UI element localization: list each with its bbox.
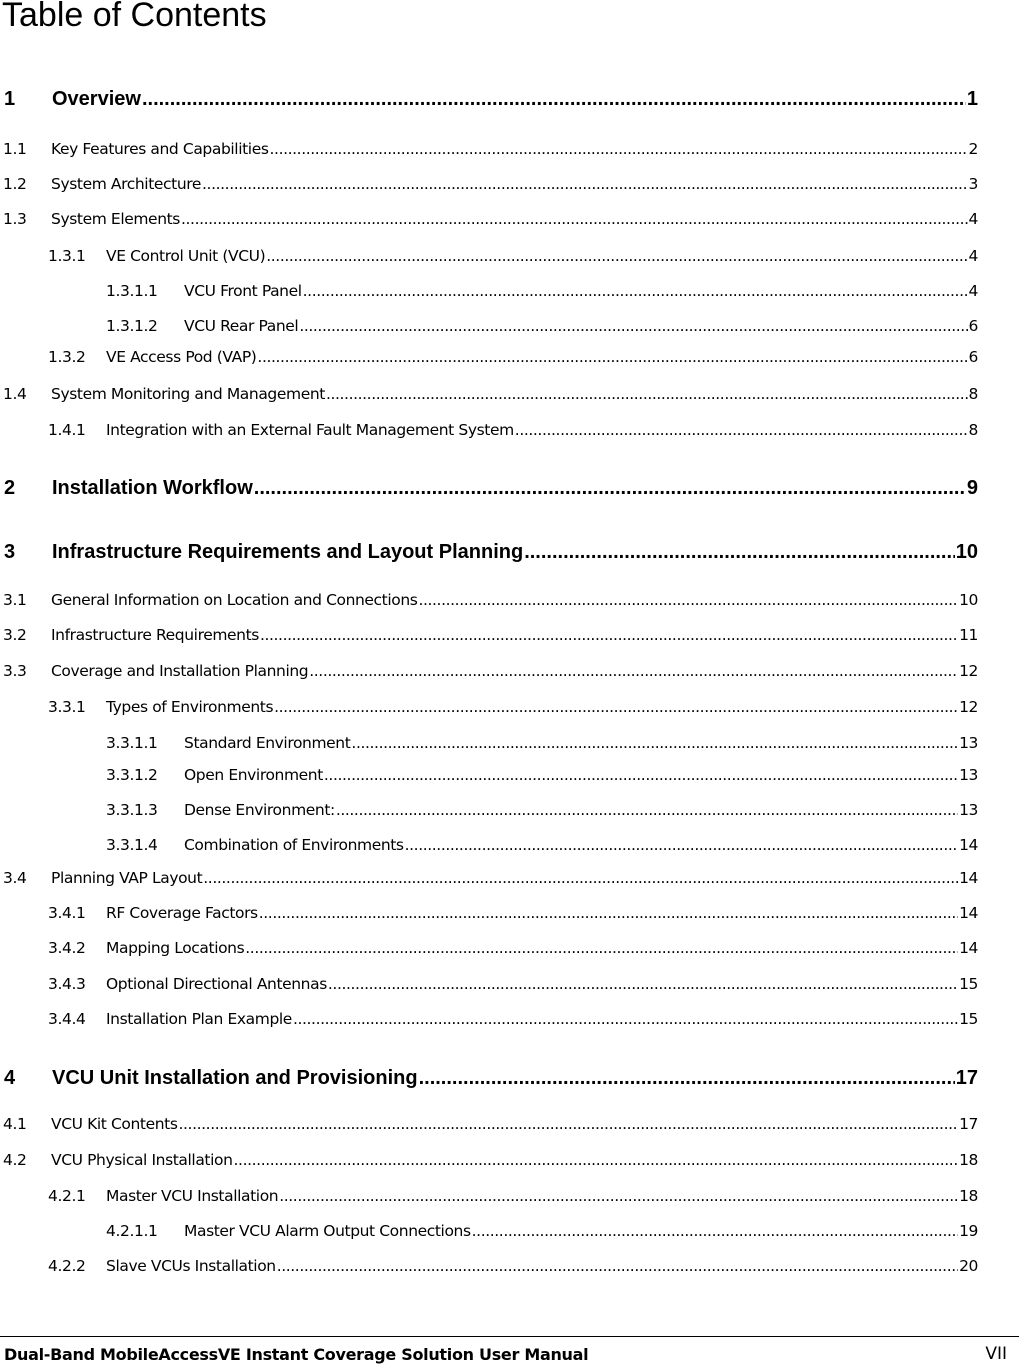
toc-entry-page: 8 (968, 421, 978, 439)
toc-entry[interactable] (48, 975, 978, 999)
toc-entry-title: Planning VAP Layout (51, 869, 203, 887)
toc-entry-page: 2 (968, 140, 978, 158)
toc-dot-leader (234, 1151, 959, 1169)
toc-entry-number: 3.4 (3, 869, 27, 887)
toc-dot-leader (293, 1010, 958, 1028)
toc-entry[interactable] (106, 1222, 978, 1246)
toc-entry[interactable] (106, 317, 978, 341)
toc-entry-title: Master VCU Alarm Output Connections (184, 1222, 471, 1240)
toc-entry-title: Infrastructure Requirements (51, 626, 259, 644)
toc-entry-number: 4.1 (3, 1115, 27, 1133)
toc-entry[interactable] (48, 939, 978, 963)
toc-entry-number: 3 (4, 541, 16, 563)
toc-entry-page: 13 (959, 801, 978, 819)
toc-entry-page: 6 (968, 317, 978, 335)
toc-entry-page: 12 (959, 698, 978, 716)
toc-dot-leader (336, 801, 958, 819)
toc-entry[interactable] (3, 1151, 978, 1175)
toc-dot-leader (299, 317, 967, 335)
toc-dot-leader (309, 662, 958, 680)
toc-entry-title: VCU Kit Contents (51, 1115, 178, 1133)
toc-entry[interactable] (48, 421, 978, 445)
toc-dot-leader (515, 421, 968, 439)
toc-entry[interactable] (106, 766, 978, 790)
toc-entry[interactable] (48, 1010, 978, 1034)
toc-entry-page: 18 (959, 1151, 978, 1169)
toc-entry-number: 1.3.1 (48, 247, 86, 265)
toc-dot-leader (279, 1187, 958, 1205)
toc-dot-leader (328, 975, 958, 993)
toc-entry[interactable] (3, 591, 978, 615)
toc-entry-title: Overview (52, 88, 141, 110)
toc-entry-number: 1.1 (3, 140, 27, 158)
toc-entry-page: 9 (966, 477, 978, 499)
toc-dot-leader (351, 734, 958, 752)
toc-dot-leader (277, 1257, 958, 1275)
toc-entry[interactable] (106, 836, 978, 860)
toc-entry-title: Installation Workflow (52, 477, 253, 499)
toc-entry[interactable] (3, 140, 978, 164)
toc-entry-page: 14 (959, 836, 978, 854)
toc-entry-title: VCU Front Panel (184, 282, 302, 300)
toc-entry-number: 4.2.2 (48, 1257, 86, 1275)
toc-entry-page: 14 (959, 869, 978, 887)
toc-entry-page: 12 (959, 662, 978, 680)
page-footer (0, 1336, 1019, 1368)
toc-dot-leader (524, 541, 955, 564)
toc-dot-leader (254, 477, 966, 500)
toc-dot-leader (259, 904, 958, 922)
toc-entry[interactable] (106, 282, 978, 306)
toc-entry-title: System Monitoring and Management (51, 385, 325, 403)
toc-entry-title: Combination of Environments (184, 836, 404, 854)
toc-entry[interactable] (3, 210, 978, 234)
toc-entry-title: Master VCU Installation (106, 1187, 279, 1205)
toc-entry-title: Installation Plan Example (106, 1010, 292, 1028)
toc-entry-number: 3.3.1.2 (106, 766, 158, 784)
toc-entry-number: 3.2 (3, 626, 27, 644)
toc-entry-title: General Information on Location and Connections (51, 591, 418, 609)
toc-entry-number: 1.3.1.1 (106, 282, 158, 300)
toc-entry-title: Dense Environment: (184, 801, 335, 819)
toc-entry-number: 1.4 (3, 385, 27, 403)
toc-entry-number: 3.4.3 (48, 975, 86, 993)
toc-entry-page: 19 (959, 1222, 978, 1240)
toc-entry-title: Infrastructure Requirements and Layout Planning (52, 541, 524, 563)
toc-entry-title: VCU Unit Installation and Provisioning (52, 1067, 418, 1089)
toc-entry[interactable] (106, 734, 978, 758)
toc-entry-page: 13 (959, 734, 978, 752)
toc-entry[interactable] (4, 541, 978, 569)
toc-entry-title: RF Coverage Factors (106, 904, 258, 922)
toc-dot-leader (142, 88, 966, 111)
toc-entry[interactable] (48, 1187, 978, 1211)
toc-entry-number: 1.4.1 (48, 421, 86, 439)
toc-entry-number: 4.2 (3, 1151, 27, 1169)
toc-entry-page: 4 (968, 282, 978, 300)
toc-entry-number: 4.2.1.1 (106, 1222, 158, 1240)
toc-dot-leader (419, 1067, 955, 1090)
toc-entry[interactable] (4, 88, 978, 116)
toc-dot-leader (270, 140, 968, 158)
toc-entry-number: 3.1 (3, 591, 27, 609)
toc-entry-title: System Elements (51, 210, 180, 228)
toc-entry-page: 11 (959, 626, 978, 644)
toc-entry-number: 3.3.1.3 (106, 801, 158, 819)
toc-entry[interactable] (48, 904, 978, 928)
toc-dot-leader (179, 1115, 959, 1133)
toc-entry-page: 13 (959, 766, 978, 784)
toc-entry[interactable] (3, 662, 978, 686)
toc-entry[interactable] (4, 1067, 978, 1095)
footer-document-title: Dual-Band MobileAccessVE Instant Coverage Solution User Manual (4, 1345, 589, 1364)
toc-entry-number: 1.3.2 (48, 348, 86, 366)
toc-entry-page: 4 (968, 210, 978, 228)
toc-entry[interactable] (3, 626, 978, 650)
toc-entry-page: 1 (966, 88, 978, 110)
toc-entry-number: 3.3.1.4 (106, 836, 158, 854)
toc-entry-number: 3.3.1 (48, 698, 86, 716)
toc-entry-number: 3.3.1.1 (106, 734, 158, 752)
toc-entry-page: 18 (959, 1187, 978, 1205)
toc-entry-page: 15 (959, 1010, 978, 1028)
toc-entry-number: 3.4.1 (48, 904, 86, 922)
toc-entry-title: VCU Rear Panel (184, 317, 299, 335)
toc-entry-title: Standard Environment (184, 734, 351, 752)
toc-entry-title: Types of Environments (106, 698, 274, 716)
toc-entry-number: 1 (4, 88, 16, 110)
toc-entry[interactable] (48, 1257, 978, 1281)
toc-entry-page: 3 (968, 175, 978, 193)
page-title: Table of Contents (2, 0, 267, 34)
toc-dot-leader (274, 698, 958, 716)
footer-page-number: VII (985, 1344, 1007, 1364)
toc-entry-page: 6 (968, 348, 978, 366)
toc-entry-title: VE Access Pod (VAP) (106, 348, 257, 366)
toc-dot-leader (202, 175, 968, 193)
toc-entry-title: Key Features and Capabilities (51, 140, 269, 158)
toc-entry-page: 17 (959, 1115, 978, 1133)
toc-entry-title: VCU Physical Installation (51, 1151, 233, 1169)
toc-dot-leader (260, 626, 958, 644)
toc-dot-leader (181, 210, 968, 228)
toc-entry-number: 1.3 (3, 210, 27, 228)
toc-dot-leader (266, 247, 967, 265)
toc-dot-leader (418, 591, 958, 609)
toc-entry[interactable] (3, 1115, 978, 1139)
toc-dot-leader (303, 282, 968, 300)
toc-entry-title: Open Environment (184, 766, 323, 784)
toc-entry-number: 4 (4, 1067, 16, 1089)
toc-entry[interactable] (3, 175, 978, 199)
toc-entry-page: 8 (968, 385, 978, 403)
toc-entry-number: 3.4.4 (48, 1010, 86, 1028)
toc-entry-title: Mapping Locations (106, 939, 245, 957)
toc-dot-leader (245, 939, 958, 957)
toc-entry-number: 1.3.1.2 (106, 317, 158, 335)
toc-entry-page: 17 (955, 1067, 978, 1089)
toc-dot-leader (257, 348, 967, 366)
toc-entry-title: VE Control Unit (VCU) (106, 247, 266, 265)
toc-entry-number: 2 (4, 477, 16, 499)
toc-entry-page: 20 (959, 1257, 978, 1275)
toc-dot-leader (324, 766, 958, 784)
toc-entry-title: System Architecture (51, 175, 202, 193)
toc-entry[interactable] (106, 801, 978, 825)
toc-dot-leader (326, 385, 968, 403)
toc-entry-title: Slave VCUs Installation (106, 1257, 276, 1275)
toc-entry-number: 3.4.2 (48, 939, 86, 957)
toc-entry-page: 15 (959, 975, 978, 993)
toc-entry-page: 4 (968, 247, 978, 265)
toc-entry-number: 1.2 (3, 175, 27, 193)
toc-dot-leader (472, 1222, 958, 1240)
toc-entry-title: Integration with an External Fault Management System (106, 421, 514, 439)
toc-entry-number: 3.3 (3, 662, 27, 680)
toc-entry-page: 14 (959, 904, 978, 922)
toc-entry-page: 10 (955, 541, 978, 563)
toc-entry[interactable] (3, 385, 978, 409)
toc-entry-title: Optional Directional Antennas (106, 975, 327, 993)
toc-entry[interactable] (3, 869, 978, 893)
toc-entry-title: Coverage and Installation Planning (51, 662, 309, 680)
toc-dot-leader (405, 836, 958, 854)
toc-entry-number: 4.2.1 (48, 1187, 86, 1205)
toc-entry[interactable] (48, 247, 978, 271)
toc-entry[interactable] (48, 698, 978, 722)
toc-entry[interactable] (4, 477, 978, 505)
toc-entry-page: 14 (959, 939, 978, 957)
toc-dot-leader (203, 869, 958, 887)
toc-entry[interactable] (48, 348, 978, 372)
toc-entry-page: 10 (959, 591, 978, 609)
